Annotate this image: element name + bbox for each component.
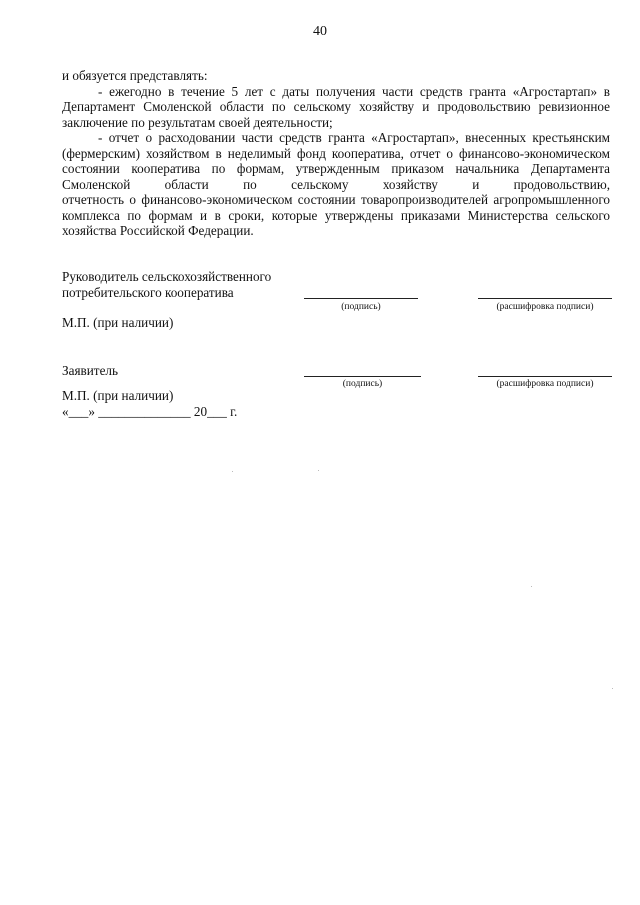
applicant-signature-line [304,376,421,377]
applicant-decryption-caption: (расшифровка подписи) [496,379,594,389]
coop-head-title-line2: потребительского кооператива [62,285,234,300]
applicant-label: Заявитель [62,363,119,378]
coop-head-title-line1: Руководитель сельскохозяйственного [62,269,272,284]
stamp-label-1: М.П. (при наличии) [62,315,174,330]
coop-head-decryption-caption: (расшифровка подписи) [496,302,594,312]
list-item-expense-report: - отчет о расходовании части средств гранта «Агростартап», внесенных крестьянским (фермерским) хозяйством в неделимый фонд кооператива, отчет о финансово-экономическом состоянии кооператива по формам, утвержденным приказом начальника Департамента Смоленской области по сельскому хозяйству и продовольствию, [62,130,610,192]
coop-head-signature-caption: (подпись) [341,302,381,312]
list-item-annual-report: - ежегодно в течение 5 лет с даты получения части средств гранта «Агростартап» в Департамент Смоленской области по сельскому хозяйству и продовольствию ревизионное заключение по результатам своей деятельности; [62,83,610,130]
scan-speck [232,471,233,472]
coop-head-signature-line [304,298,418,299]
scan-speck [612,688,613,689]
list-item-expense-report-continued: отчетность о финансово-экономическом состоянии товаропроизводителей агропромышленного комплекса по формам и в сроки, которые утверждены приказами Министерства сельского хозяйства Российской Федерации. [62,192,610,238]
date-line: «___» ______________ 20___ г. [62,404,238,419]
document-body [62,68,610,239]
coop-head-decryption-line [478,298,612,299]
applicant-signature-caption: (подпись) [342,379,383,389]
scan-speck [531,586,532,587]
intro-line: и обязуется представлять: [62,68,208,83]
page-number: 40 [313,24,327,39]
stamp-label-2: М.П. (при наличии) [62,388,174,403]
applicant-decryption-line [478,376,612,377]
scan-speck [318,470,319,471]
